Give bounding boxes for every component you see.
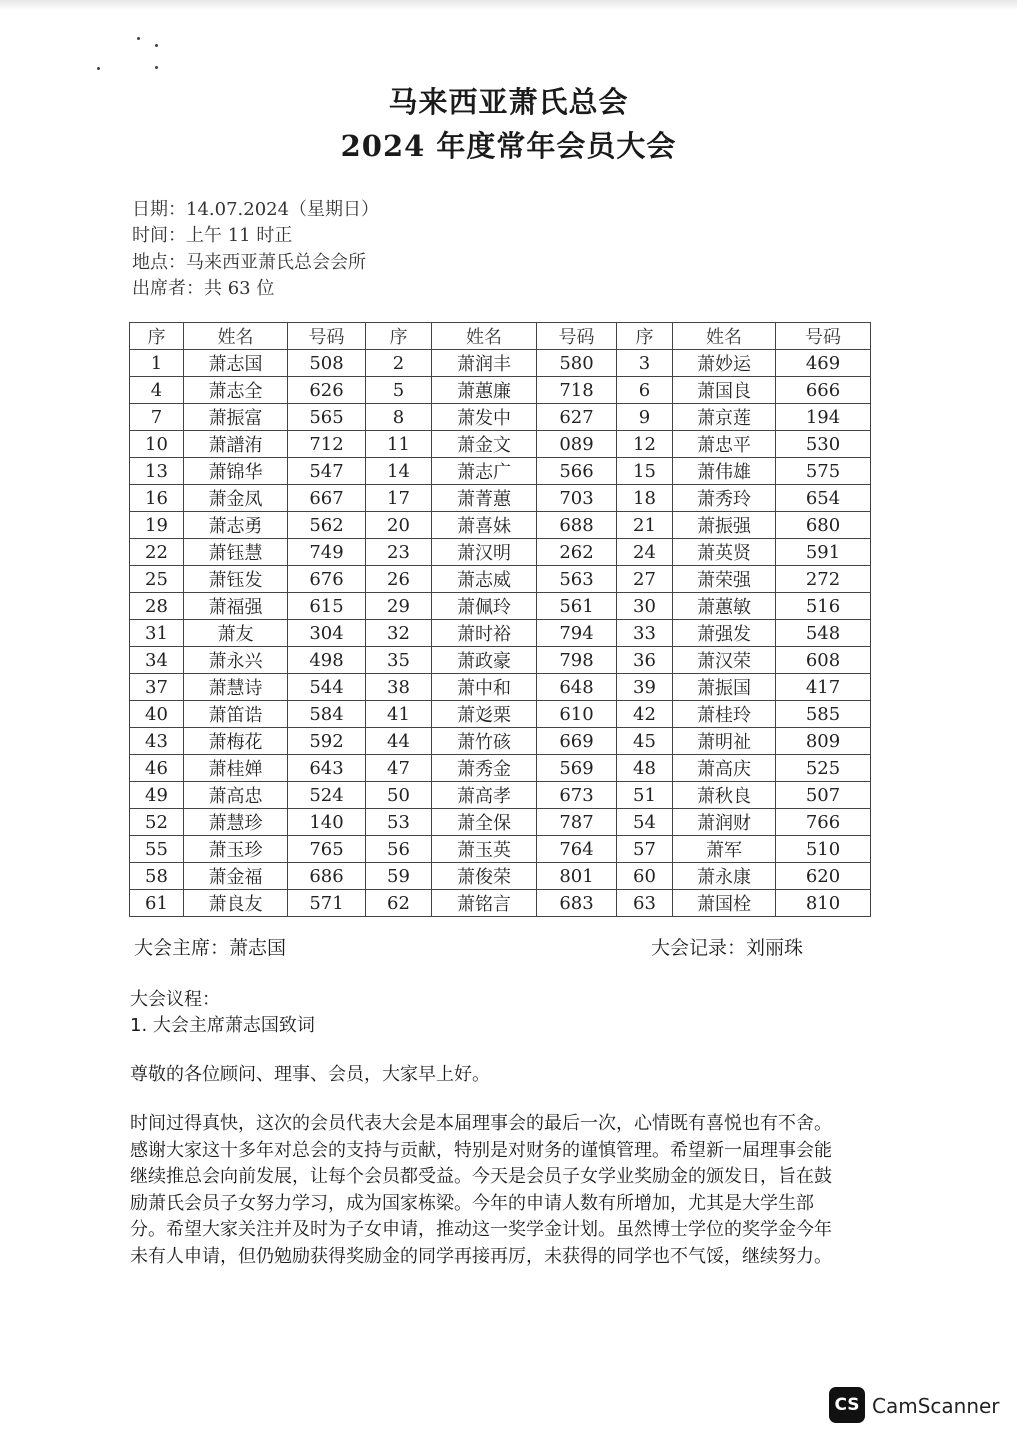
table-cell: 24 [617, 539, 673, 566]
table-cell: 萧竹硋 [432, 728, 537, 755]
table-cell: 萧喜妹 [432, 512, 537, 539]
table-row [130, 782, 871, 809]
table-cell: 萧汉明 [432, 539, 537, 566]
table-cell: 27 [617, 566, 673, 593]
table-cell: 萧发中 [432, 404, 537, 431]
scan-speck [137, 37, 140, 40]
table-cell: 561 [537, 593, 617, 620]
table-cell: 525 [776, 755, 871, 782]
table-cell: 萧玉珍 [184, 836, 288, 863]
table-cell: 萧伟雄 [673, 458, 776, 485]
table-row [130, 350, 871, 377]
table-cell: 萧笛诰 [184, 701, 288, 728]
table-cell: 萧润丰 [432, 350, 537, 377]
table-header-cell: 号码 [776, 323, 871, 350]
table-cell: 801 [537, 863, 617, 890]
table-cell: 萧譜洧 [184, 431, 288, 458]
table-cell: 萧玉英 [432, 836, 537, 863]
table-cell: 62 [366, 890, 432, 917]
table-cell: 469 [776, 350, 871, 377]
table-cell: 萧忠平 [673, 431, 776, 458]
table-cell: 6 [617, 377, 673, 404]
table-cell: 萧汉荣 [673, 647, 776, 674]
table-cell: 667 [288, 485, 366, 512]
table-cell: 萧桂婵 [184, 755, 288, 782]
table-cell: 666 [776, 377, 871, 404]
table-cell: 萧钰慧 [184, 539, 288, 566]
table-cell: 15 [617, 458, 673, 485]
table-cell: 萧俊荣 [432, 863, 537, 890]
table-cell: 37 [130, 674, 184, 701]
table-cell: 13 [130, 458, 184, 485]
scan-speck [155, 44, 158, 47]
table-cell: 53 [366, 809, 432, 836]
table-cell: 萧全保 [432, 809, 537, 836]
table-header-row [130, 323, 871, 350]
table-cell: 萧梅花 [184, 728, 288, 755]
table-cell: 63 [617, 890, 673, 917]
table-cell: 萧良友 [184, 890, 288, 917]
table-cell: 萧桂玲 [673, 701, 776, 728]
speech-paragraph [130, 1111, 890, 1270]
table-cell: 萧彣栗 [432, 701, 537, 728]
table-cell: 38 [366, 674, 432, 701]
meeting-date: 日期：14.07.2024（星期日） [132, 199, 380, 220]
greeting-paragraph: 尊敬的各位顾问、理事、会员，大家早上好。 [130, 1064, 490, 1085]
meeting-attendees: 出席者：共 63 位 [132, 278, 275, 299]
table-cell: 10 [130, 431, 184, 458]
table-cell: 810 [776, 890, 871, 917]
table-cell: 萧铭言 [432, 890, 537, 917]
table-cell: 萧中和 [432, 674, 537, 701]
table-cell: 57 [617, 836, 673, 863]
agenda-heading: 大会议程： [130, 989, 220, 1010]
table-cell: 萧政豪 [432, 647, 537, 674]
table-cell: 萧志勇 [184, 512, 288, 539]
table-cell: 510 [776, 836, 871, 863]
table-cell: 萧慧珍 [184, 809, 288, 836]
table-row [130, 890, 871, 917]
table-cell: 530 [776, 431, 871, 458]
table-header-cell: 号码 [537, 323, 617, 350]
table-cell: 萧高庆 [673, 755, 776, 782]
table-header-cell: 姓名 [184, 323, 288, 350]
table-row [130, 755, 871, 782]
table-cell: 萧英贤 [673, 539, 776, 566]
table-cell: 45 [617, 728, 673, 755]
table-cell: 524 [288, 782, 366, 809]
table-cell: 4 [130, 377, 184, 404]
table-cell: 52 [130, 809, 184, 836]
table-cell: 16 [130, 485, 184, 512]
table-cell: 140 [288, 809, 366, 836]
agenda-item-1: 1. 大会主席萧志国致词 [130, 1015, 315, 1036]
table-row [130, 620, 871, 647]
table-cell: 萧国栓 [673, 890, 776, 917]
table-cell: 61 [130, 890, 184, 917]
table-cell: 萧友 [184, 620, 288, 647]
table-cell: 35 [366, 647, 432, 674]
table-cell: 673 [537, 782, 617, 809]
table-cell: 萧明祉 [673, 728, 776, 755]
table-cell: 36 [617, 647, 673, 674]
table-cell: 14 [366, 458, 432, 485]
table-cell: 萧锦华 [184, 458, 288, 485]
table-cell: 2 [366, 350, 432, 377]
table-row [130, 836, 871, 863]
document-subtitle: 2024 年度常年会员大会 [340, 129, 677, 163]
table-cell: 591 [776, 539, 871, 566]
table-cell: 569 [537, 755, 617, 782]
table-cell: 627 [537, 404, 617, 431]
table-cell: 712 [288, 431, 366, 458]
attendance-table [129, 322, 871, 917]
table-row [130, 431, 871, 458]
table-cell: 29 [366, 593, 432, 620]
table-cell: 620 [776, 863, 871, 890]
table-cell: 萧永兴 [184, 647, 288, 674]
table-cell: 610 [537, 701, 617, 728]
table-cell: 565 [288, 404, 366, 431]
speech-line: 分。希望大家关注并及时为子女申请，推动这一奖学金计划。虽然博士学位的奖学金今年 [130, 1219, 832, 1240]
table-cell: 萧军 [673, 836, 776, 863]
table-header-cell: 序 [617, 323, 673, 350]
table-row [130, 512, 871, 539]
table-row [130, 728, 871, 755]
table-cell: 50 [366, 782, 432, 809]
table-row [130, 863, 871, 890]
table-cell: 49 [130, 782, 184, 809]
table-cell: 萧志全 [184, 377, 288, 404]
scan-speck [155, 66, 158, 69]
table-cell: 615 [288, 593, 366, 620]
table-cell: 686 [288, 863, 366, 890]
table-cell: 680 [776, 512, 871, 539]
table-cell: 648 [537, 674, 617, 701]
table-cell: 194 [776, 404, 871, 431]
table-cell: 萧振强 [673, 512, 776, 539]
table-cell: 498 [288, 647, 366, 674]
table-cell: 33 [617, 620, 673, 647]
table-cell: 41 [366, 701, 432, 728]
table-row [130, 566, 871, 593]
document-title: 马来西亚萧氏总会 [388, 85, 629, 119]
table-cell: 584 [288, 701, 366, 728]
table-row [130, 377, 871, 404]
table-cell: 688 [537, 512, 617, 539]
table-cell: 萧慧诗 [184, 674, 288, 701]
table-cell: 萧高忠 [184, 782, 288, 809]
table-cell: 3 [617, 350, 673, 377]
table-cell: 20 [366, 512, 432, 539]
table-cell: 544 [288, 674, 366, 701]
table-cell: 40 [130, 701, 184, 728]
table-row [130, 701, 871, 728]
table-cell: 萧秋良 [673, 782, 776, 809]
table-cell: 30 [617, 593, 673, 620]
table-row [130, 647, 871, 674]
table-cell: 萧志国 [184, 350, 288, 377]
table-cell: 571 [288, 890, 366, 917]
table-cell: 547 [288, 458, 366, 485]
table-cell: 萧钰发 [184, 566, 288, 593]
table-cell: 萧金凤 [184, 485, 288, 512]
table-cell: 萧振国 [673, 674, 776, 701]
table-cell: 11 [366, 431, 432, 458]
table-cell: 575 [776, 458, 871, 485]
table-cell: 566 [537, 458, 617, 485]
table-cell: 798 [537, 647, 617, 674]
speech-line: 感谢大家这十多年对总会的支持与贡献，特别是对财务的谨慎管理。希望新一届理事会能 [130, 1139, 832, 1161]
scan-edge [0, 0, 1017, 10]
table-cell: 563 [537, 566, 617, 593]
table-cell: 39 [617, 674, 673, 701]
camscanner-logo-icon: CS [829, 1387, 865, 1423]
table-cell: 48 [617, 755, 673, 782]
table-cell: 萧佩玲 [432, 593, 537, 620]
speech-line: 励萧氏会员子女努力学习，成为国家栋梁。今年的申请人数有所增加，尤其是大学生部 [130, 1192, 814, 1214]
table-cell: 51 [617, 782, 673, 809]
table-cell: 5 [366, 377, 432, 404]
table-cell: 萧蕙敏 [673, 593, 776, 620]
table-cell: 9 [617, 404, 673, 431]
table-cell: 萧金福 [184, 863, 288, 890]
table-cell: 萧金文 [432, 431, 537, 458]
table-cell: 718 [537, 377, 617, 404]
table-cell: 44 [366, 728, 432, 755]
table-cell: 54 [617, 809, 673, 836]
table-header-cell: 号码 [288, 323, 366, 350]
table-cell: 608 [776, 647, 871, 674]
table-cell: 676 [288, 566, 366, 593]
table-cell: 萧京莲 [673, 404, 776, 431]
table-cell: 萧志广 [432, 458, 537, 485]
table-cell: 萧润财 [673, 809, 776, 836]
table-cell: 25 [130, 566, 184, 593]
meeting-time: 时间：上午 11 时正 [132, 225, 293, 246]
table-cell: 萧强发 [673, 620, 776, 647]
table-cell: 萧国良 [673, 377, 776, 404]
table-cell: 8 [366, 404, 432, 431]
table-row [130, 458, 871, 485]
table-cell: 089 [537, 431, 617, 458]
speech-line: 继续推总会向前发展，让每个会员都受益。今天是会员子女学业奖励金的颁发日，旨在鼓 [130, 1166, 832, 1187]
table-cell: 28 [130, 593, 184, 620]
table-cell: 749 [288, 539, 366, 566]
table-cell: 262 [537, 539, 617, 566]
table-cell: 1 [130, 350, 184, 377]
table-header-cell: 序 [366, 323, 432, 350]
table-cell: 669 [537, 728, 617, 755]
table-header-cell: 姓名 [673, 323, 776, 350]
table-cell: 764 [537, 836, 617, 863]
table-cell: 58 [130, 863, 184, 890]
table-cell: 萧振富 [184, 404, 288, 431]
table-cell: 562 [288, 512, 366, 539]
table-row [130, 809, 871, 836]
table-cell: 萧妙运 [673, 350, 776, 377]
table-cell: 703 [537, 485, 617, 512]
table-cell: 794 [537, 620, 617, 647]
table-cell: 56 [366, 836, 432, 863]
table-cell: 304 [288, 620, 366, 647]
table-cell: 507 [776, 782, 871, 809]
scan-speck [97, 67, 100, 70]
table-cell: 萧高孝 [432, 782, 537, 809]
speech-line: 未有人申请，但仍勉励获得奖励金的同学再接再厉，未获得的同学也不气馁，继续努力。 [130, 1245, 832, 1267]
table-cell: 47 [366, 755, 432, 782]
table-cell: 21 [617, 512, 673, 539]
table-cell: 43 [130, 728, 184, 755]
table-cell: 643 [288, 755, 366, 782]
table-row [130, 593, 871, 620]
table-row [130, 485, 871, 512]
table-cell: 18 [617, 485, 673, 512]
table-cell: 272 [776, 566, 871, 593]
table-cell: 765 [288, 836, 366, 863]
table-cell: 萧志威 [432, 566, 537, 593]
table-cell: 26 [366, 566, 432, 593]
table-cell: 55 [130, 836, 184, 863]
table-row [130, 404, 871, 431]
table-cell: 592 [288, 728, 366, 755]
table-cell: 萧蕙廉 [432, 377, 537, 404]
table-row [130, 539, 871, 566]
table-cell: 654 [776, 485, 871, 512]
table-cell: 萧秀玲 [673, 485, 776, 512]
table-cell: 60 [617, 863, 673, 890]
meeting-recorder: 大会记录：刘丽珠 [651, 937, 804, 959]
table-cell: 12 [617, 431, 673, 458]
table-cell: 23 [366, 539, 432, 566]
meeting-venue: 地点：马来西亚萧氏总会会所 [132, 252, 366, 273]
table-cell: 809 [776, 728, 871, 755]
table-cell: 766 [776, 809, 871, 836]
table-cell: 585 [776, 701, 871, 728]
table-cell: 787 [537, 809, 617, 836]
table-cell: 17 [366, 485, 432, 512]
table-cell: 萧菁蕙 [432, 485, 537, 512]
table-cell: 417 [776, 674, 871, 701]
table-row [130, 674, 871, 701]
table-header-cell: 序 [130, 323, 184, 350]
table-cell: 萧时裕 [432, 620, 537, 647]
table-cell: 42 [617, 701, 673, 728]
camscanner-watermark: CamScanner [872, 1394, 1000, 1418]
table-cell: 萧秀金 [432, 755, 537, 782]
table-cell: 34 [130, 647, 184, 674]
table-cell: 19 [130, 512, 184, 539]
table-cell: 548 [776, 620, 871, 647]
table-cell: 46 [130, 755, 184, 782]
table-cell: 59 [366, 863, 432, 890]
meeting-chair: 大会主席：萧志国 [134, 937, 287, 959]
table-cell: 萧荣强 [673, 566, 776, 593]
table-cell: 31 [130, 620, 184, 647]
table-cell: 580 [537, 350, 617, 377]
table-cell: 萧福强 [184, 593, 288, 620]
table-cell: 7 [130, 404, 184, 431]
table-cell: 508 [288, 350, 366, 377]
table-cell: 626 [288, 377, 366, 404]
table-cell: 萧永康 [673, 863, 776, 890]
table-cell: 32 [366, 620, 432, 647]
table-cell: 516 [776, 593, 871, 620]
speech-line: 时间过得真快，这次的会员代表大会是本届理事会的最后一次，心情既有喜悦也有不舍。 [130, 1113, 832, 1134]
table-header-cell: 姓名 [432, 323, 537, 350]
table-cell: 683 [537, 890, 617, 917]
table-cell: 22 [130, 539, 184, 566]
